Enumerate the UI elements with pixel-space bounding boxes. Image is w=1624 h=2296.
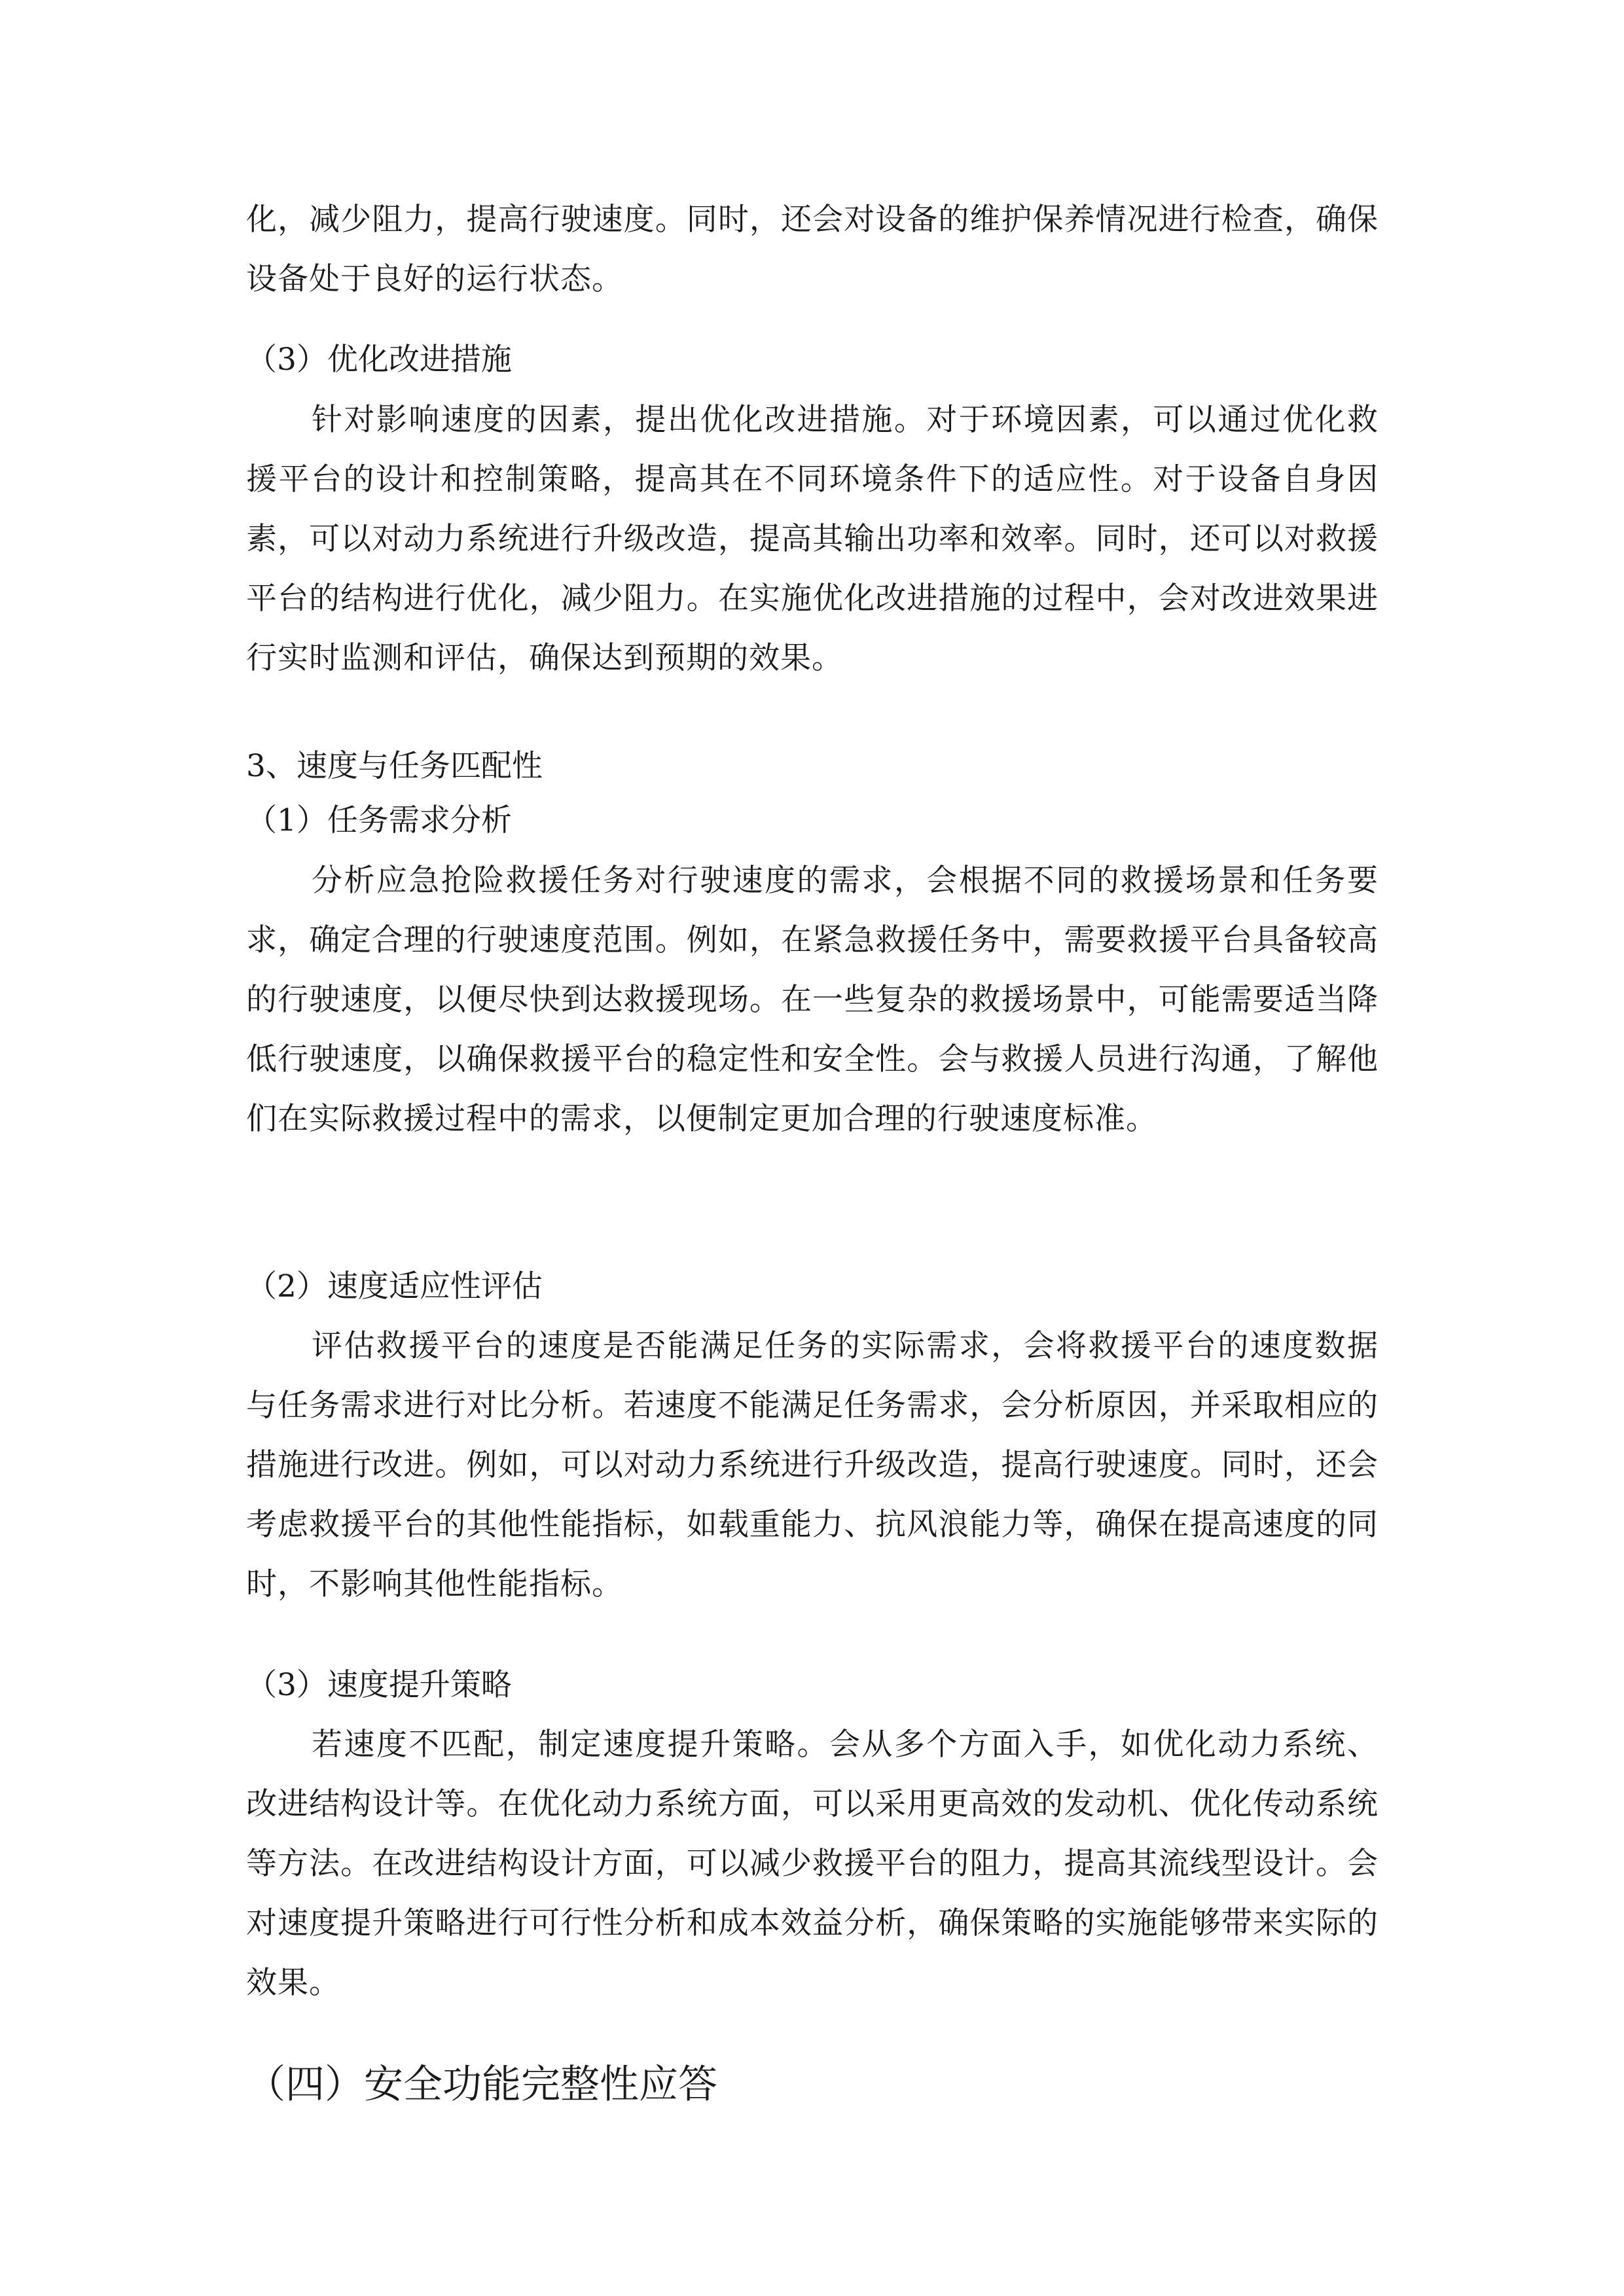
heading-speed-task-matching: 3、速度与任务匹配性 (246, 748, 543, 784)
paragraph-optimization-measures: 针对影响速度的因素，提出优化改进措施。对于环境因素，可以通过优化救援平台的设计和控制策略，提高其在不同环境条件下的适应性。对于设备自身因素，可以对动力系统进行升级改造，提高其输出功率和效率。同时，还可以对救援平台的结构进行优化，减少阻力。在实施优化改进措施的过程中，会对改进效果进行实时监测和评估，确保达到预期的效果。 (246, 402, 1379, 676)
heading-task-needs-analysis: （1）任务需求分析 (246, 802, 512, 838)
paragraph-continuation: 化，减少阻力，提高行驶速度。同时，还会对设备的维护保养情况进行检查，确保设备处于良好的运行状态。 (246, 202, 1379, 297)
heading-speed-boost-strategy: （3）速度提升策略 (246, 1667, 512, 1703)
paragraph-task-needs-analysis: 分析应急抢险救援任务对行驶速度的需求，会根据不同的救援场景和任务要求，确定合理的行驶速度范围。例如，在紧急救援任务中，需要救援平台具备较高的行驶速度，以便尽快到达救援现场。在一些复杂的救援场景中，可能需要适当降低行驶速度，以确保救援平台的稳定性和安全性。会与救援人员进行沟通，了解他们在实际救援过程中的需求，以便制定更加合理的行驶速度标准。 (246, 863, 1379, 1137)
heading-optimization-measures: （3）优化改进措施 (246, 342, 512, 378)
section-heading-safety-integrity: （四）安全功能完整性应答 (246, 2062, 717, 2108)
paragraph-speed-adaptability: 评估救援平台的速度是否能满足任务的实际需求，会将救援平台的速度数据与任务需求进行对比分析。若速度不能满足任务需求，会分析原因，并采取相应的措施进行改进。例如，可以对动力系统进行升级改造，提高行驶速度。同时，还会考虑救援平台的其他性能指标，如载重能力、抗风浪能力等，确保在提高速度的同时，不影响其他性能指标。 (246, 1328, 1379, 1602)
paragraph-speed-boost-strategy: 若速度不匹配，制定速度提升策略。会从多个方面入手，如优化动力系统、改进结构设计等。在优化动力系统方面，可以采用更高效的发动机、优化传动系统等方法。在改进结构设计方面，可以减少救援平台的阻力，提高其流线型设计。会对速度提升策略进行可行性分析和成本效益分析，确保策略的实施能够带来实际的效果。 (246, 1727, 1379, 2001)
heading-speed-adaptability: （2）速度适应性评估 (246, 1268, 543, 1304)
